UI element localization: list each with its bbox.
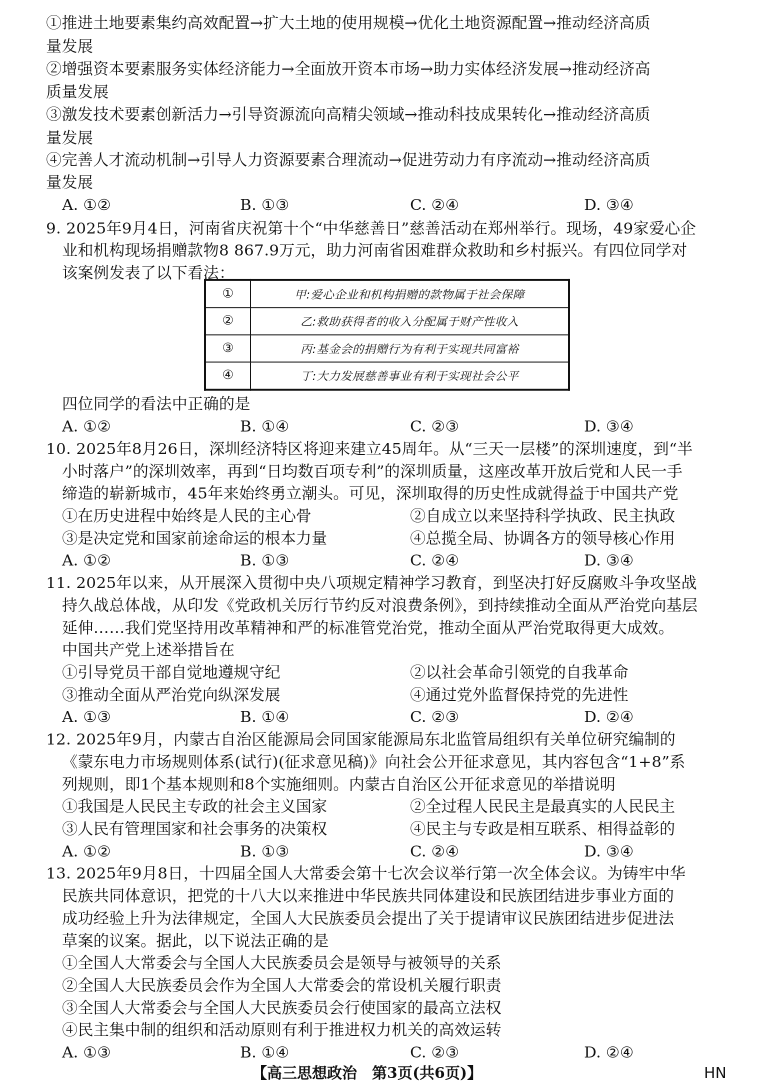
- view-number: ①: [205, 280, 251, 308]
- q9-question: 四位同学的看法中正确的是: [62, 395, 251, 414]
- q11-options-row-2: [62, 684, 736, 705]
- q10-answer-choices: [62, 550, 736, 571]
- choice-b: B. ①③: [240, 552, 290, 570]
- choice-b: B. ①④: [240, 1043, 290, 1062]
- q10-options-row-2: [62, 528, 736, 549]
- choice-d: D. ③④: [584, 842, 634, 861]
- q8-answer-choices: [62, 194, 736, 215]
- q13-answer-choices: [62, 1042, 736, 1063]
- table-row: [205, 280, 569, 308]
- q11-stem-line-2: 持久战总体战，从印发《党政机关厉行节约反对浪费条例》，到持续推动全面从严治党向基层: [62, 596, 698, 615]
- q13-option-1: ①全国人大常委会与全国人大民族委员会是领导与被领导的关系: [62, 954, 502, 972]
- choice-c: C. ②④: [410, 842, 460, 861]
- option-1: ①引导党员干部自觉地遵规守纪: [62, 663, 281, 682]
- student-views-table: [204, 279, 570, 391]
- q12-options-row-2: [62, 818, 736, 839]
- q9-stem-line-3: 该案例发表了以下看法：: [62, 264, 235, 282]
- choice-d: D. ③④: [584, 552, 634, 570]
- option-4: ④总揽全局、协调各方的领导核心作用: [410, 529, 676, 548]
- option-2: ②自成立以来坚持科学执政、民主执政: [410, 507, 676, 525]
- q12-answer-choices: [62, 841, 736, 862]
- choice-a: A. ①②: [62, 196, 112, 214]
- q8-option-2-line-2: 质量发展: [46, 83, 109, 102]
- choice-b: B. ①④: [240, 417, 290, 436]
- option-1: ①我国是人民民主专政的社会主义国家: [62, 798, 328, 816]
- q8-option-3-line-1: ③激发技术要素创新活力→引导资源流向高精尖领域→推动科技成果转化→推动经济高质: [46, 105, 651, 124]
- footer-page-info: 【高三思想政治 第3页(共6页)】: [252, 1064, 483, 1082]
- q13-stem-line-4: 草案的议案。据此，以下说法正确的是: [62, 932, 329, 950]
- q11-stem-line-4: 中国共产党上述举措旨在: [62, 641, 235, 660]
- option-4: ④民主与专政是相互联系、相得益彰的: [410, 820, 676, 838]
- q10-options-row-1: [62, 505, 736, 526]
- q9-answer-choices: [62, 416, 736, 437]
- footer-region-code: HN: [704, 1064, 727, 1082]
- q10-stem-line-2: 小时落户”的深圳效率，再到“日均数百项专利”的深圳质量，这座改革开放后党和人民一手: [62, 462, 683, 481]
- view-text: 甲:爱心企业和机构捐赠的款物属于社会保障: [251, 280, 570, 308]
- q8-option-2-line-1: ②增强资本要素服务实体经济能力→全面放开资本市场→助力实体经济发展→推动经济高: [46, 60, 651, 78]
- option-2: ②全过程人民民主是最真实的人民民主: [410, 798, 676, 816]
- view-text: 乙:救助获得者的收入分配属于财产性收入: [251, 308, 570, 335]
- choice-b: B. ①③: [240, 196, 290, 214]
- q8-option-1-line-1: ①推进土地要素集约高效配置→扩大土地的使用规模→优化土地资源配置→推动经济高质: [46, 14, 651, 33]
- page-footer: [0, 1062, 760, 1084]
- q9-stem-line-2: 业和机构现场捐赠款物8 867.9万元，助力河南省困难群众救助和乡村振兴。有四位同学对: [62, 242, 688, 260]
- choice-d: D. ③④: [584, 196, 634, 214]
- q12-options-row-1: [62, 796, 736, 817]
- view-number: ④: [205, 362, 251, 390]
- q10-stem-line-3: 缔造的崭新城市，45年来始终勇立潮头。可见，深圳取得的历史性成就得益于中国共产党: [62, 485, 679, 503]
- option-4: ④通过党外监督保持党的先进性: [410, 686, 629, 704]
- q9-stem-line-1: 9. 2025年9月4日，河南省庆祝第十个“中华慈善日”慈善活动在郑州举行。现场，49家爱心企: [46, 219, 697, 238]
- q12-stem-line-2: 《蒙东电力市场规则体系(试行)(征求意见稿)》向社会公开征求意见，其内容包含“1+8”系: [62, 753, 686, 771]
- q11-answer-choices: [62, 707, 736, 728]
- choice-a: A. ①②: [62, 417, 112, 436]
- choice-a: A. ①②: [62, 552, 112, 570]
- choice-c: C. ②③: [410, 1043, 460, 1062]
- table-row: [205, 335, 569, 362]
- option-3: ③推动全面从严治党向纵深发展: [62, 686, 281, 704]
- view-text: 丁:大力发展慈善事业有利于实现社会公平: [251, 362, 570, 390]
- choice-a: A. ①③: [62, 708, 112, 727]
- option-2: ②以社会革命引领党的自我革命: [410, 663, 629, 682]
- q8-option-3-line-2: 量发展: [46, 129, 94, 147]
- view-number: ③: [205, 335, 251, 362]
- q11-options-row-1: [62, 662, 736, 683]
- q8-option-4-line-1: ④完善人才流动机制→引导人力资源要素合理流动→促进劳动力有序流动→推动经济高质: [46, 151, 651, 170]
- choice-a: A. ①③: [62, 1043, 112, 1062]
- q12-stem-line-1: 12. 2025年9月，内蒙古自治区能源局会同国家能源局东北监管局组织有关单位研究编制的: [46, 730, 676, 749]
- q13-option-3: ③全国人大常委会与全国人大民族委员会行使国家的最高立法权: [62, 999, 502, 1017]
- table-row: [205, 308, 569, 335]
- q13-option-2: ②全国人大民族委员会作为全国人大常委会的常设机关履行职责: [62, 976, 502, 995]
- q12-stem-line-3: 列规则，即1个基本规则和8个实施细则。内蒙古自治区公开征求意见的举措说明: [62, 775, 616, 794]
- choice-b: B. ①③: [240, 842, 290, 861]
- option-3: ③是决定党和国家前途命运的根本力量: [62, 529, 328, 548]
- choice-a: A. ①②: [62, 842, 112, 861]
- choice-b: B. ①④: [240, 708, 290, 727]
- q8-option-1-line-2: 量发展: [46, 37, 94, 56]
- q10-stem-line-1: 10. 2025年8月26日，深圳经济特区将迎来建立45周年。从“三天一层楼”的深圳速度，到“半: [46, 440, 693, 458]
- choice-d: D. ③④: [584, 417, 634, 436]
- choice-c: C. ②④: [410, 552, 460, 570]
- table-row: [205, 362, 569, 390]
- choice-d: D. ②④: [584, 1043, 634, 1062]
- q13-stem-line-3: 成功经验上升为法律规定，全国人大民族委员会提出了关于提请审议民族团结进步促进法: [62, 909, 675, 928]
- q13-stem-line-2: 民族共同体意识，把党的十八大以来推进中华民族共同体建设和民族团结进步事业方面的: [62, 887, 675, 905]
- option-3: ③人民有管理国家和社会事务的决策权: [62, 820, 328, 838]
- q13-stem-line-1: 13. 2025年9月8日，十四届全国人大常委会第十七次会议举行第一次全体会议。为铸牢中华: [46, 865, 686, 883]
- view-number: ②: [205, 308, 251, 335]
- option-1: ①在历史进程中始终是人民的主心骨: [62, 507, 312, 525]
- q11-stem-line-1: 11. 2025年以来，从开展深入贯彻中央八项规定精神学习教育，到坚决打好反腐败斗争攻坚战: [46, 574, 697, 592]
- view-text: 丙:基金会的捐赠行为有利于实现共同富裕: [251, 335, 570, 362]
- choice-d: D. ②④: [584, 708, 634, 727]
- choice-c: C. ②③: [410, 708, 460, 727]
- q8-option-4-line-2: 量发展: [46, 173, 94, 192]
- choice-c: C. ②④: [410, 196, 460, 214]
- q11-stem-line-3: 延伸……我们党坚持用改革精神和严的标准管党治党，推动全面从严治党取得更大成效。: [62, 619, 675, 637]
- q13-option-4: ④民主集中制的组织和活动原则有利于推进权力机关的高效运转: [62, 1021, 502, 1040]
- choice-c: C. ②③: [410, 417, 460, 436]
